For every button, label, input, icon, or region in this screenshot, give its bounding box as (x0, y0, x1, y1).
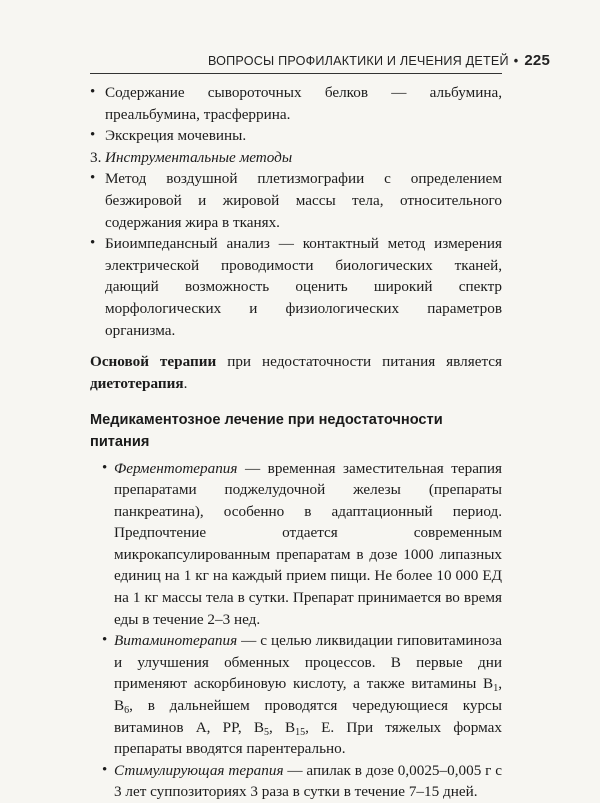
numbered-index: 3. (90, 147, 105, 169)
list-item-text: Экскреция мочевины. (105, 127, 246, 144)
list-item-stimulating-therapy (102, 760, 502, 803)
list-item-enzyme-therapy (102, 458, 502, 631)
bullet-icon: • (90, 82, 95, 104)
list-item-text: Метод воздушной плетизмографии с определением безжировой и жировой массы тела, относительного содержания жира в тканях. (105, 170, 502, 230)
section-title: Медикаментозное лечение при недостаточности питания (90, 410, 502, 453)
vitamin-text-1: — с целью ликвидации гиповитаминоза и улучшения обменных процессов. В первые дни применяют аскорбиновую кислоту, а также витамины B (114, 632, 502, 692)
bullet-icon: • (90, 233, 95, 255)
vitamin-term: Витаминотерапия (114, 632, 237, 649)
numbered-title: Инструментальные методы (105, 149, 292, 166)
stim-term: Стимулирующая терапия (114, 762, 284, 779)
vitamin-text-4: , B (269, 719, 295, 736)
vitamin-text-2: , B (114, 675, 502, 714)
stim-text: — апилак в дозе 0,0025–0,005 г с 3 лет суппозиториях 3 раза в сутки в течение 7–15 дней. (114, 762, 502, 801)
enzyme-text: — временная заместительная терапия препаратами поджелудочной железы (препараты панкреатина), особенно в адаптационный период. Предпочтение отдается современным микрокапсулированным препаратам в дозе 1000 липазных единиц на 1 кг на каждый прием пищи. Не более 10 000 ЕД на 1 кг массы тела в сутки. Препарат принимается во время еды в течение 2–3 нед. (114, 460, 502, 628)
vitamin-text-5: , E. При тяжелых формах препараты вводятся парентерально. (114, 719, 502, 758)
page-body (90, 82, 502, 803)
bullet-icon: • (102, 760, 107, 782)
therapy-bold-start: Основой терапии (90, 353, 216, 370)
bullet-icon: • (102, 458, 107, 480)
header-rule (90, 73, 502, 74)
therapy-end: . (184, 375, 188, 392)
drug-treatment-list (90, 458, 502, 803)
running-header (208, 52, 550, 69)
running-title: ВОПРОСЫ ПРОФИЛАКТИКИ И ЛЕЧЕНИЯ ДЕТЕЙ (208, 54, 509, 68)
page-number: 225 (524, 52, 550, 69)
list-item-urea-excretion (90, 125, 502, 147)
therapy-bold-end: диетотерапия (90, 375, 184, 392)
header-bullet: • (514, 54, 519, 68)
subscript-1: 1 (493, 683, 498, 694)
subscript-15: 15 (295, 727, 305, 738)
list-item-bioimpedance (90, 233, 502, 341)
list-item-vitamin-therapy (102, 630, 502, 760)
therapy-middle: при недостаточности питания является (216, 353, 502, 370)
subscript-6: 6 (124, 705, 129, 716)
list-item-serum-proteins (90, 82, 502, 125)
vitamin-text-3: , в дальнейшем проводятся чередующиеся курсы витаминов A, PP, B (114, 697, 502, 736)
enzyme-term: Ферментотерапия (114, 460, 237, 477)
bullet-icon: • (90, 168, 95, 190)
bullet-icon: • (102, 630, 107, 652)
list-item-text: Содержание сывороточных белков — альбумина, преальбумина, трасферрина. (105, 84, 502, 123)
list-item-plethysmography (90, 168, 502, 233)
list-item-text: Биоимпедансный анализ — контактный метод измерения электрической проводимости биологических тканей, дающий возможность оценить широкий спектр морфологических и физиологических параметров организма. (105, 235, 502, 338)
subscript-5: 5 (264, 727, 269, 738)
bullet-icon: • (90, 125, 95, 147)
therapy-paragraph (90, 351, 502, 394)
numbered-heading-instrumental (90, 147, 502, 169)
